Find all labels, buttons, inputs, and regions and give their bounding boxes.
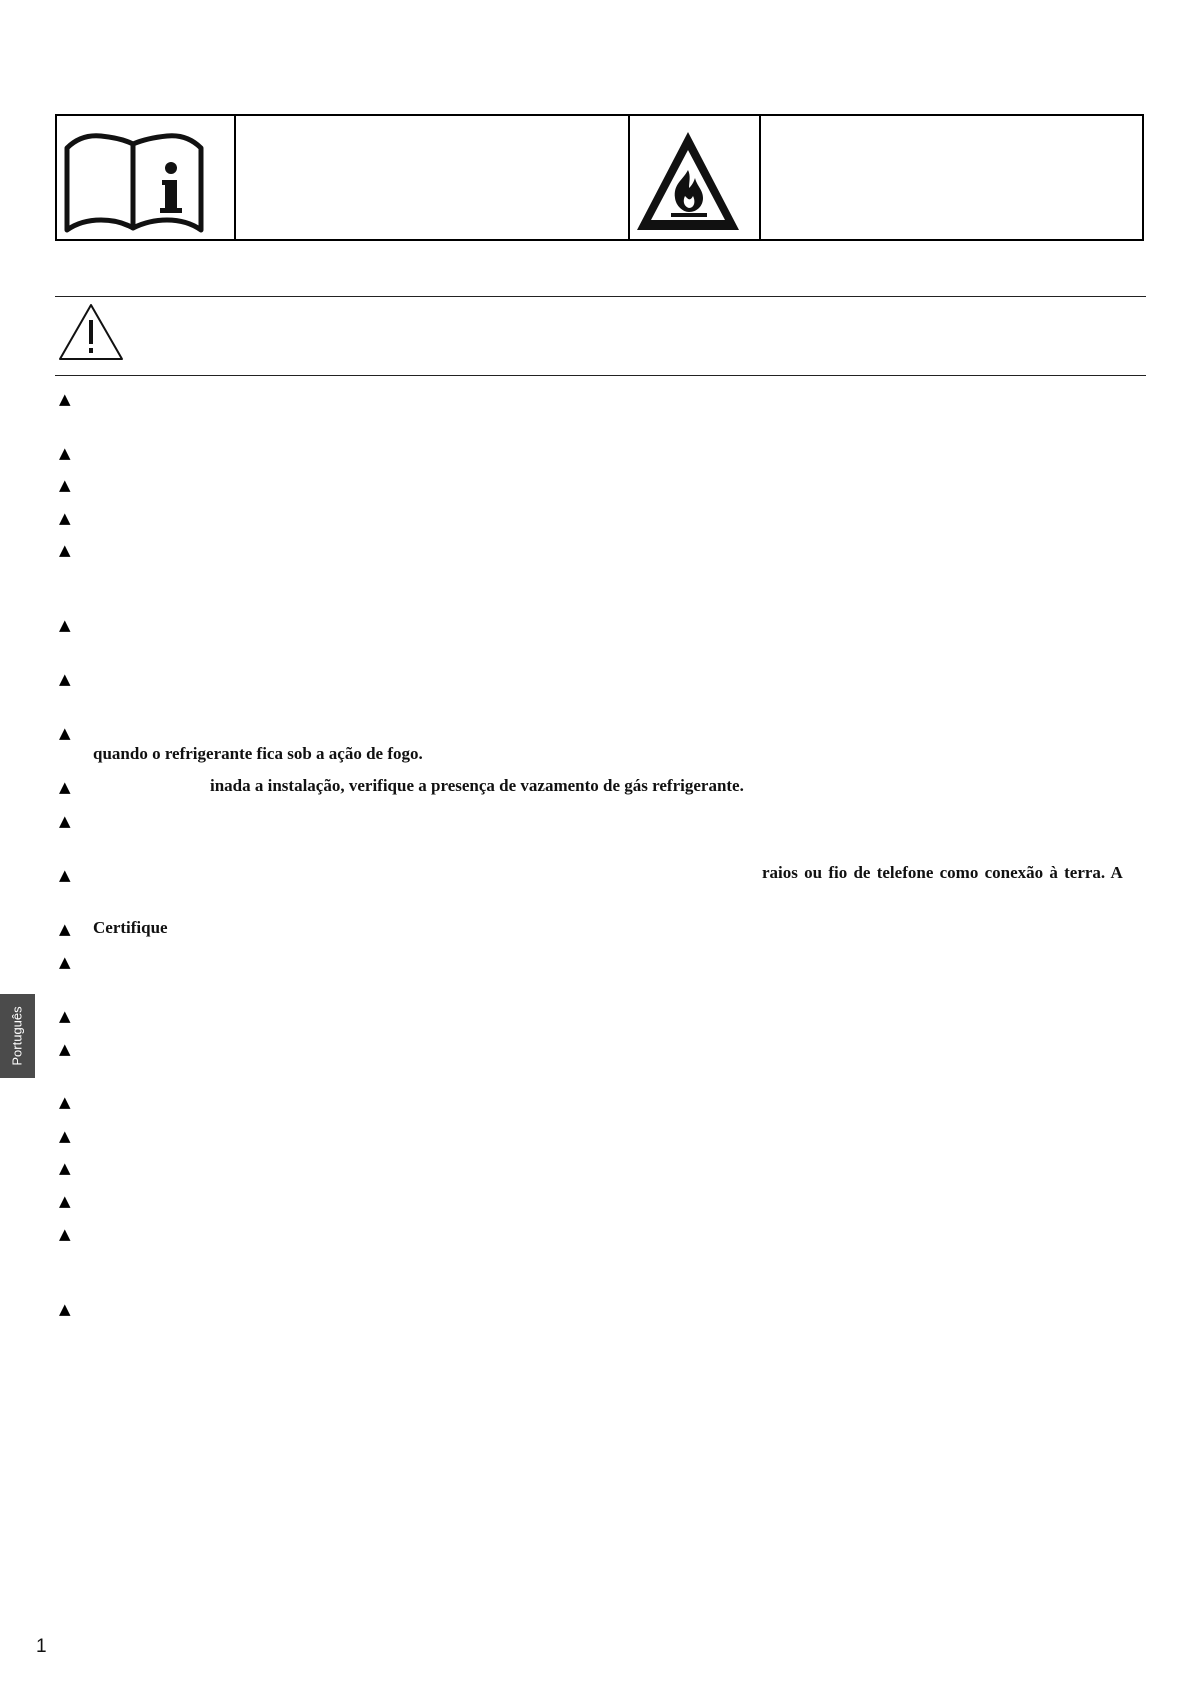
bullet-marker: ▲ (59, 1040, 71, 1058)
bullet-marker: ▲ (59, 1192, 71, 1210)
flammable-warning-icon (633, 126, 743, 236)
bullet-marker: ▲ (59, 1007, 71, 1025)
bullet-marker: ▲ (59, 390, 71, 408)
bullet-marker: ▲ (59, 509, 71, 527)
language-tab (0, 994, 35, 1078)
bullet-marker: ▲ (59, 812, 71, 830)
bullet-marker: ▲ (59, 1127, 71, 1145)
bullet-marker: ▲ (59, 1300, 71, 1318)
section-rule-top (55, 296, 1146, 297)
bullet-marker: ▲ (59, 778, 71, 796)
bullet-marker: ▲ (59, 444, 71, 462)
table-divider (759, 116, 761, 239)
warning-text-line: quando o refrigerante fica sob a ação de fogo. (93, 744, 423, 763)
table-divider (628, 116, 630, 239)
table-divider (234, 116, 236, 239)
bullet-marker: ▲ (59, 616, 71, 634)
warning-triangle-icon (57, 302, 125, 362)
symbol-table (55, 114, 1144, 241)
bullet-marker: ▲ (59, 920, 71, 938)
section-rule-bottom (55, 375, 1146, 376)
bullet-marker: ▲ (59, 953, 71, 971)
bullet-marker: ▲ (59, 1225, 71, 1243)
bullet-marker: ▲ (59, 670, 71, 688)
warning-text-line: inada a instalação, verifique a presença de vazamento de gás refrigerante. (210, 776, 744, 795)
language-tab-label: Português (9, 1006, 25, 1066)
page-number: 1 (36, 1636, 47, 1657)
bullet-marker: ▲ (59, 1159, 71, 1177)
bullet-marker: ▲ (59, 476, 71, 494)
read-manual-icon (61, 128, 207, 234)
bullet-marker: ▲ (59, 724, 71, 742)
warning-text-line: raios ou fio de telefone como conexão à terra. A (762, 863, 1123, 882)
bullet-marker: ▲ (59, 866, 71, 884)
bullet-marker: ▲ (59, 541, 71, 559)
warning-text-line: Certifique (93, 918, 168, 937)
bullet-marker: ▲ (59, 1093, 71, 1111)
